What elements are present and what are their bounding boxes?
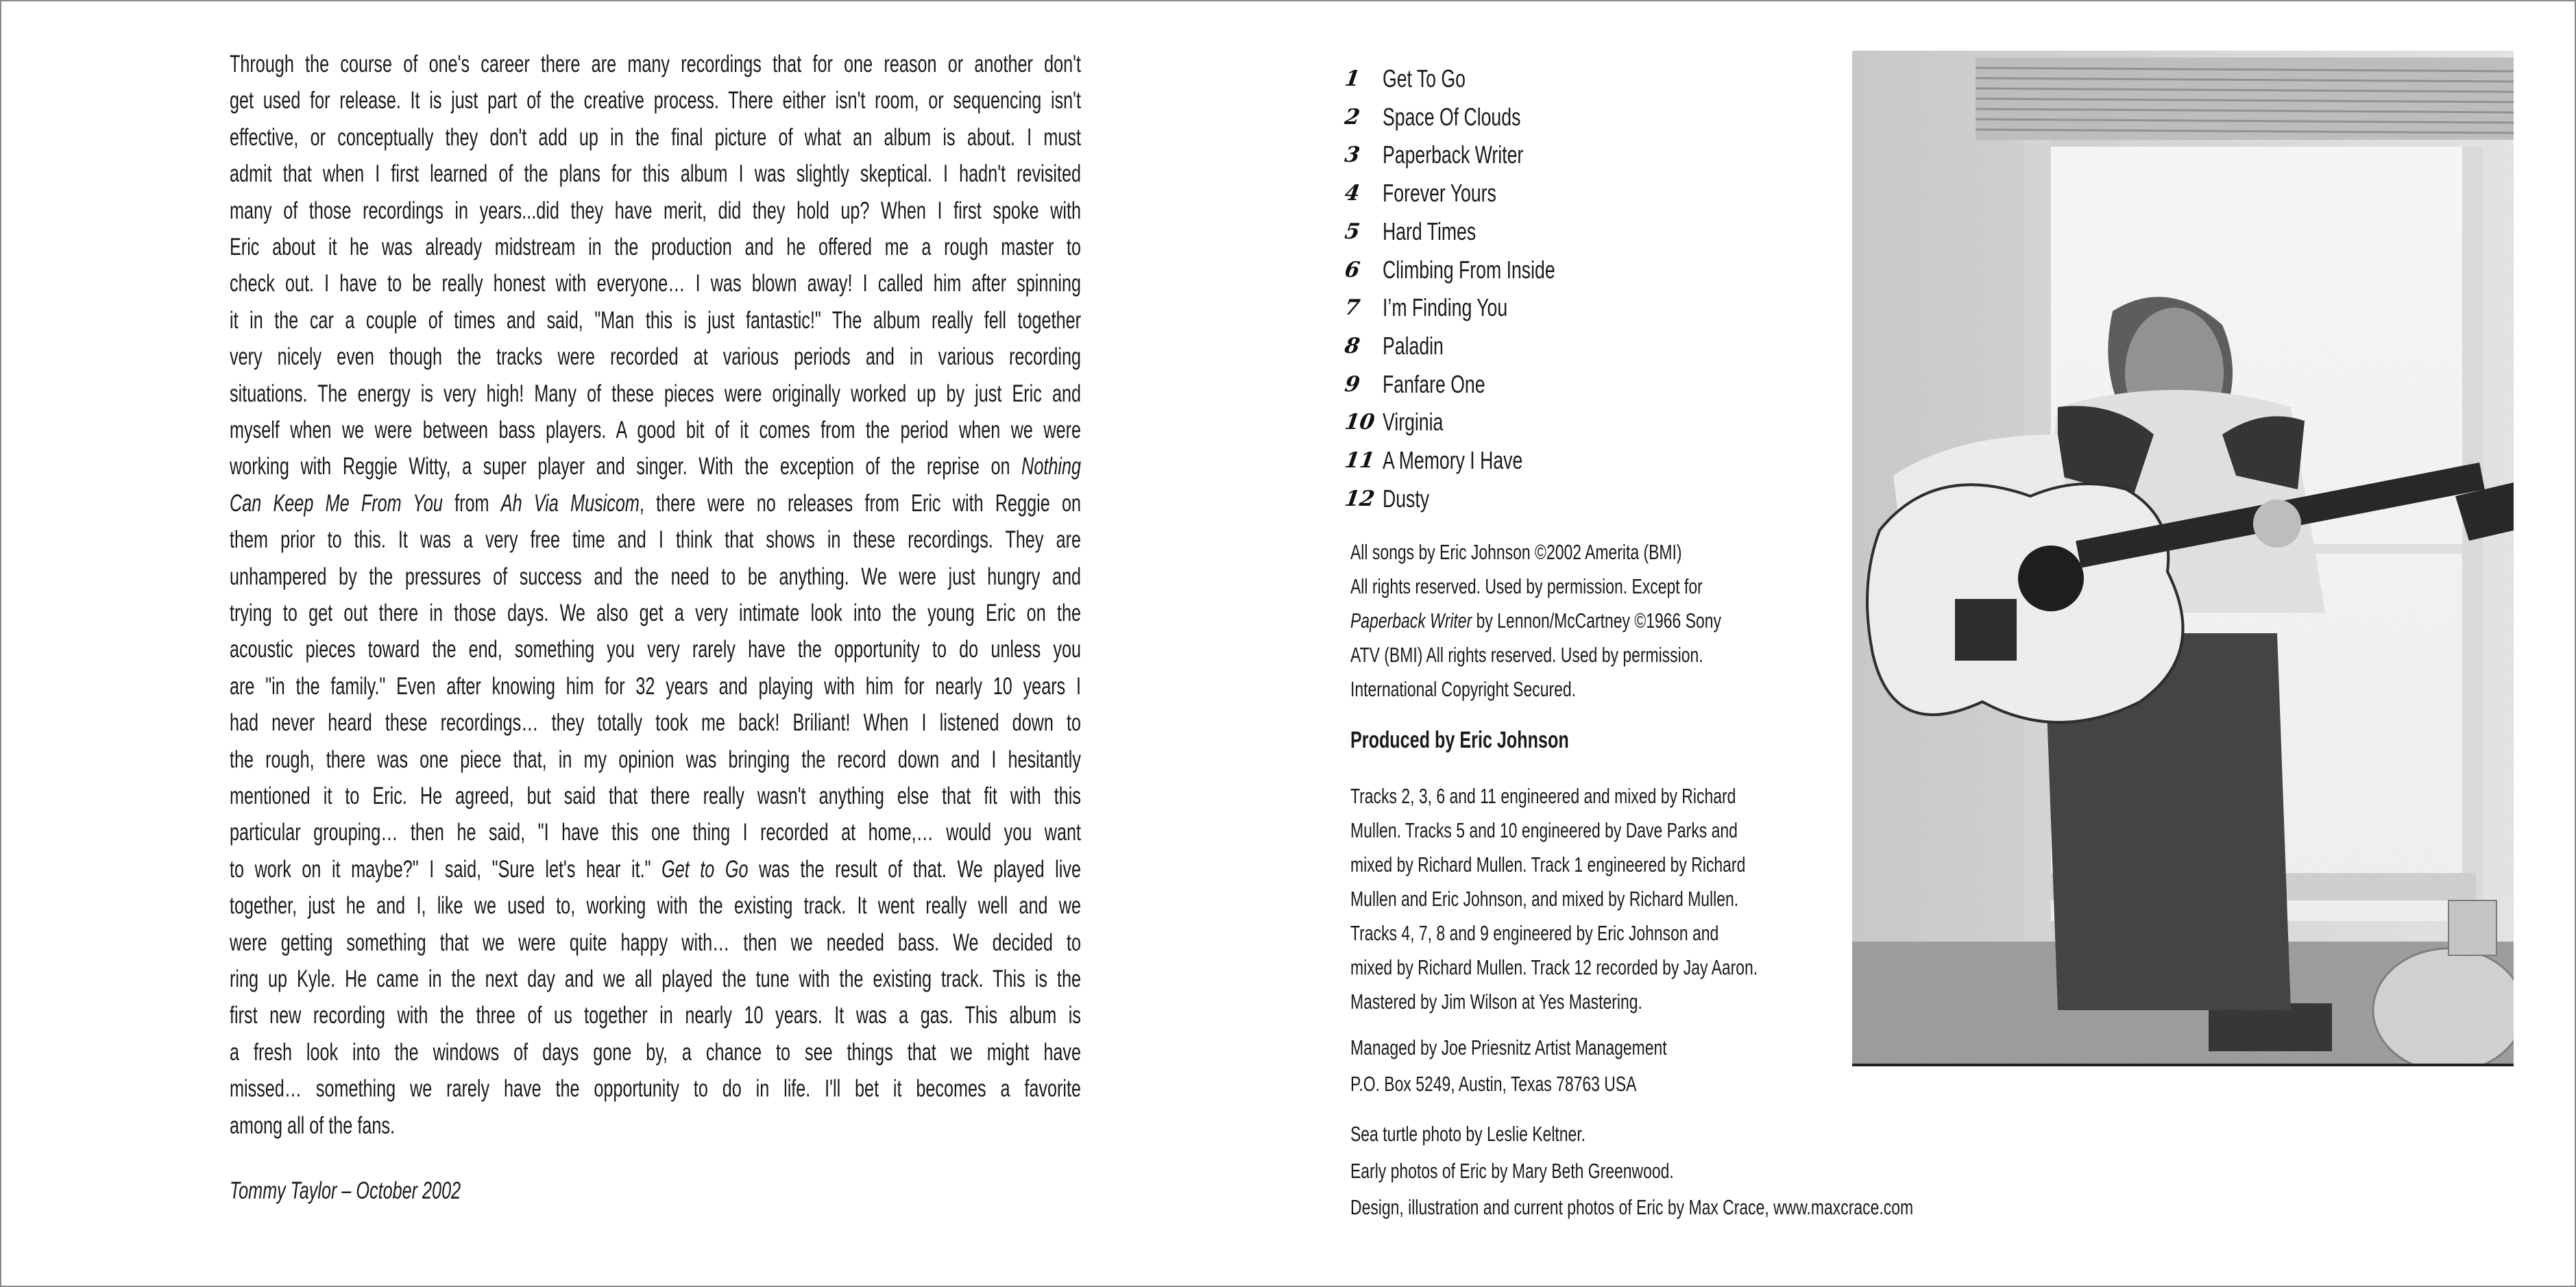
track-title: Get To Go: [1383, 64, 1466, 93]
essay-line: [230, 1002, 1081, 1029]
track-number: 3: [1343, 143, 1362, 168]
text-run: check out. I have to be really honest with everyone… I was blown away! I called him after spinning: [230, 270, 1081, 297]
text-run: among all of the fans.: [230, 1112, 395, 1139]
track-number: 9: [1343, 371, 1362, 397]
essay-line: [230, 307, 1081, 334]
copyright-line: [1350, 540, 1682, 565]
management-line: P.O. Box 5249, Austin, Texas 78763 USA: [1350, 1072, 1637, 1096]
photo-credit-line: Sea turtle photo by Leslie Keltner.: [1350, 1122, 1586, 1146]
essay-line: [230, 197, 1081, 225]
text-run: from: [442, 489, 501, 517]
track-title: Space Of Clouds: [1383, 102, 1521, 131]
text-run: All rights reserved. Used by permission. Except for: [1350, 574, 1703, 598]
italic-title: Ah Via Musicom: [500, 489, 640, 517]
engineering-credit-line: Tracks 4, 7, 8 and 9 engineered by Eric Johnson and: [1350, 921, 1719, 945]
text-run: many of those recordings in years...did they have merit, did they hold up? When I first spoke with: [230, 197, 1081, 224]
guitarist-photo: [1852, 51, 2514, 1066]
text-run: together, just he and I, like we used to, working with the existing track. It went really well and we: [230, 892, 1081, 920]
engineering-credit-line: Mullen. Tracks 5 and 10 engineered by Dave Parks and: [1350, 818, 1738, 842]
copyright-line: [1350, 643, 1703, 667]
text-run: Eric about it he was already midstream in the production and he offered me a rough master to: [230, 234, 1081, 260]
text-run: the rough, there was one piece that, in my opinion was bringing the record down and I hesitantly: [230, 746, 1081, 773]
text-run: were getting something that we were quite happy with… then we needed bass. We decided to: [230, 929, 1081, 956]
track-number: 5: [1343, 219, 1362, 244]
essay-line: [230, 1075, 1081, 1103]
essay-line: [230, 270, 1081, 297]
text-run: Through the course of one's career there are many recordings that for one reason or another don't: [230, 51, 1081, 77]
text-run: mentioned it to Eric. He agreed, but said that there really wasn't anything else that fit with this: [230, 783, 1081, 809]
track-number: 4: [1343, 181, 1362, 206]
copyright-line: [1350, 609, 1721, 633]
essay-line: [230, 673, 1081, 700]
essay-line: [230, 343, 1081, 371]
track-number: 6: [1343, 257, 1362, 282]
essay-line: [230, 746, 1081, 774]
track-title: Paladin: [1383, 331, 1444, 360]
track-number: 11: [1343, 448, 1376, 473]
essay-line: [230, 563, 1081, 591]
essay-line: [230, 417, 1081, 444]
text-run: ring up Kyle. He came in the next day and we all played the tune with the existing track. This is the: [230, 966, 1081, 992]
text-run: ATV (BMI) All rights reserved. Used by permission.: [1350, 643, 1703, 667]
essay-signature: Tommy Taylor – October 2002: [230, 1177, 461, 1204]
track-title: Dusty: [1383, 484, 1430, 513]
track-title: Virginia: [1383, 408, 1444, 437]
italic-title: Nothing: [1021, 453, 1081, 480]
producer-credit: Produced by Eric Johnson: [1350, 727, 1569, 753]
engineering-credit-line: mixed by Richard Mullen. Track 1 engineered by Richard: [1350, 853, 1746, 877]
track-number: 1: [1343, 66, 1362, 91]
text-run: a fresh look into the windows of days gone by, a chance to see things that we might have: [230, 1038, 1081, 1066]
text-run: it in the car a couple of times and said, "Man this is just fantastic!" The album really fell together: [230, 306, 1081, 334]
essay-line: [230, 1039, 1081, 1066]
track-title: Climbing From Inside: [1383, 255, 1555, 284]
management-line: Managed by Joe Priesnitz Artist Management: [1350, 1035, 1667, 1059]
essay-line: [230, 709, 1081, 737]
track-number: 10: [1343, 410, 1376, 435]
photo-credit-line: Early photos of Eric by Mary Beth Greenwood.: [1350, 1158, 1674, 1183]
essay-line: [230, 1112, 1081, 1140]
text-run: trying to get out there in those days. We also get a very intimate look into the young Eric on the: [230, 600, 1081, 626]
text-run: effective, or conceptually they don't add up in the final picture of what an album is about. I must: [230, 123, 1081, 151]
essay-line: [230, 87, 1081, 114]
track-title: Paperback Writer: [1383, 140, 1524, 169]
text-run: myself when we were between bass players. A good bit of it comes from the period when we were: [230, 417, 1081, 443]
text-run: unhampered by the pressures of success and the need to be anything. We were just hungry and: [230, 563, 1081, 590]
copyright-line: [1350, 574, 1703, 599]
text-run: admit that when I first learned of the plans for this album I was slightly skeptical. I hadn't revisited: [230, 160, 1081, 188]
photo-credit-line: Design, illustration and current photos of Eric by Max Crace, www.maxcrace.com: [1350, 1195, 1914, 1219]
essay-line: [230, 856, 1081, 883]
essay-line: [230, 490, 1081, 517]
track-number: 7: [1343, 295, 1362, 321]
copyright-line: [1350, 677, 1576, 702]
text-run: working with Reggie Witty, a super player and singer. With the exception of the reprise on: [230, 453, 1022, 480]
text-run: had never heard these recordings… they totally took me back! Briliant! When I listened down to: [230, 709, 1081, 737]
text-run: acoustic pieces toward the end, something you very rarely have the opportunity to do unless you: [230, 636, 1081, 663]
italic-title: Get to Go: [661, 855, 749, 883]
text-run: get used for release. It is just part of the creative process. There either isn't room, or sequencing isn't: [230, 87, 1081, 114]
text-run: All songs by Eric Johnson ©2002 Amerita (BMI): [1350, 540, 1682, 564]
essay-line: [230, 124, 1081, 151]
essay-line: [230, 783, 1081, 810]
text-run: them prior to this. It was a very free time and I think that shows in these recordings. They are: [230, 526, 1081, 554]
essay-line: [230, 600, 1081, 627]
track-number: 12: [1343, 486, 1376, 511]
essay-line: [230, 453, 1081, 480]
track-title: I’m Finding You: [1383, 293, 1508, 322]
engineering-credit-line: Tracks 2, 3, 6 and 11 engineered and mixed by Richard: [1350, 784, 1736, 808]
text-run: missed… something we rarely have the opportunity to do in life. I'll bet it becomes a favorite: [230, 1075, 1081, 1103]
engineering-credit-line: mixed by Richard Mullen. Track 12 recorded by Jay Aaron.: [1350, 955, 1758, 979]
essay-line: [230, 234, 1081, 261]
essay-line: [230, 380, 1081, 408]
engineering-credit-line: Mullen and Eric Johnson, and mixed by Richard Mullen.: [1350, 887, 1739, 911]
track-title: A Memory I Have: [1383, 446, 1523, 474]
text-run: was the result of that. We played live: [748, 855, 1081, 883]
italic-title: Paperback Writer: [1350, 609, 1472, 633]
text-run: to work on it maybe?" I said, "Sure let's hear it.": [230, 855, 662, 883]
text-run: , there were no releases from Eric with Reggie on: [639, 489, 1081, 517]
engineering-credit-line: Mastered by Jim Wilson at Yes Mastering.: [1350, 990, 1642, 1014]
essay-line: [230, 819, 1081, 846]
essay-line: [230, 160, 1081, 188]
essay-line: [230, 526, 1081, 554]
essay-line: [230, 929, 1081, 957]
text-run: first new recording with the three of us together in nearly 10 years. It was a gas. This album is: [230, 1002, 1081, 1029]
essay-line: [230, 51, 1081, 78]
text-run: particular grouping… then he said, "I have this one thing I recorded at home,… would you want: [230, 819, 1081, 846]
text-run: by Lennon/McCartney ©1966 Sony: [1472, 609, 1721, 633]
italic-title: Can Keep Me From You: [230, 489, 443, 517]
track-title: Forever Yours: [1383, 179, 1496, 208]
text-run: very nicely even though the tracks were recorded at various periods and in various recording: [230, 343, 1081, 371]
text-run: are "in the family." Even after knowing him for 32 years and playing with him for nearly 10 years I: [230, 672, 1081, 700]
track-title: Hard Times: [1383, 217, 1477, 245]
essay-line: [230, 636, 1081, 663]
track-number: 8: [1343, 333, 1362, 358]
track-number: 2: [1343, 104, 1362, 130]
essay-line: [230, 892, 1081, 920]
essay-line: [230, 966, 1081, 993]
text-run: situations. The energy is very high! Many of these pieces were originally worked up by just Eric and: [230, 380, 1081, 407]
text-run: International Copyright Secured.: [1350, 677, 1577, 701]
track-title: Fanfare One: [1383, 369, 1485, 398]
